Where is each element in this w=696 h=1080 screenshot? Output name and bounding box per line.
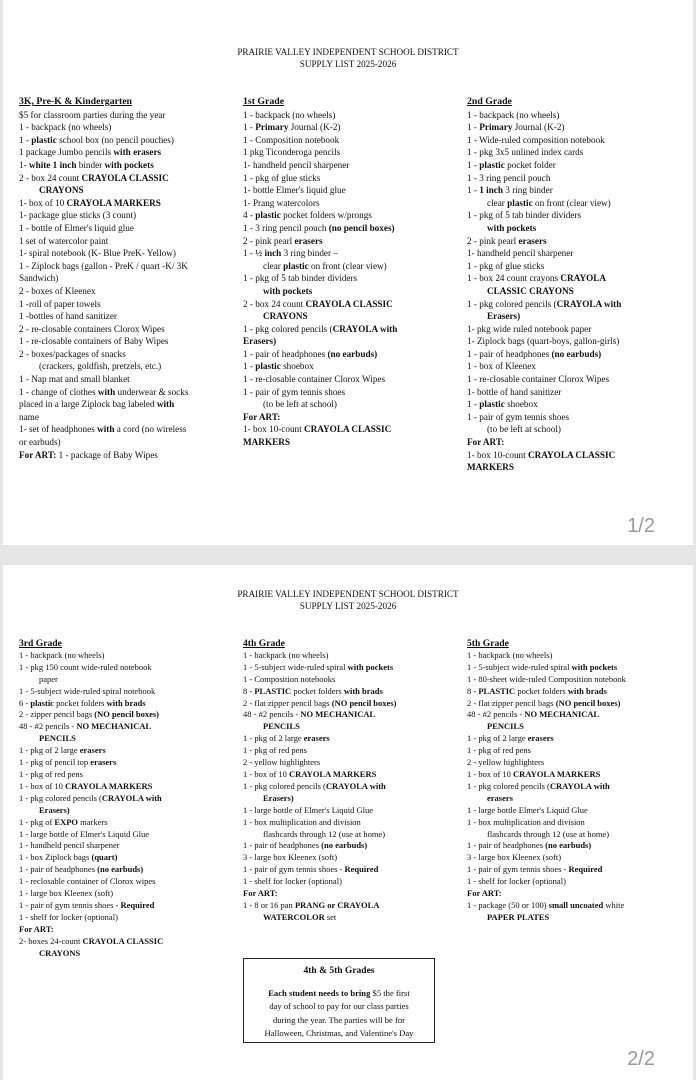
supply-item: 1 - Nap mat and small blanket <box>19 374 130 385</box>
supply-item: 3 - large box Kleenex (soft) <box>467 852 562 863</box>
supply-item: 1 - large bottle of Elmer's Liquid Glue <box>19 828 150 839</box>
supply-item: CRAYONS <box>263 311 308 322</box>
page-number: 1/2 <box>627 515 655 537</box>
supply-item: 1 - backpack (no wheels) <box>467 109 560 120</box>
supply-item: paper <box>39 673 58 684</box>
supply-item: 1 - pair of headphones (no earbuds) <box>467 348 602 359</box>
supply-item: 2 - re-closable containers Clorox Wipes <box>19 323 165 334</box>
supply-item: WATERCOLOR set <box>263 911 337 922</box>
supply-item: 1 - pkg 150 count wide-ruled notebook <box>19 661 152 672</box>
supply-item: with pockets <box>487 222 537 233</box>
notice-line: Halloween, Christmas, and Valentine's Day <box>264 1027 414 1038</box>
supply-item: 1- box 10-count CRAYOLA CLASSIC <box>243 424 392 435</box>
column-3rd-grade <box>19 638 237 959</box>
supply-item: 1- bottle Elmer's liquid glue <box>243 185 346 196</box>
supply-item: 1- handheld pencil sharpener <box>243 159 350 170</box>
supply-item: PENCILS <box>263 721 300 732</box>
supply-item: 1 - pkg of 2 large erasers <box>243 733 330 744</box>
supply-item: 1 - 5-subject wide-ruled spiral with pockets <box>467 661 618 672</box>
supply-item: 1 - box of 10 CRAYOLA MARKERS <box>243 768 377 779</box>
notice-box <box>243 958 435 1043</box>
supply-item: 1 - pkg of 5 tab binder dividers <box>467 210 582 221</box>
supply-list-title: SUPPLY LIST 2025-2026 <box>299 59 397 69</box>
supply-item: 2 - box 24 count CRAYOLA CLASSIC <box>243 298 393 309</box>
supply-item: 1 - pkg 3x5 unlined index cards <box>467 147 584 158</box>
supply-list-title: SUPPLY LIST 2025-2026 <box>299 601 397 611</box>
supply-item: 1 - 5-subject wide-ruled spiral notebook <box>19 685 156 696</box>
supply-item: 2 - boxes of Kleenex <box>19 285 96 296</box>
supply-item: 1- package glue sticks (3 count) <box>19 210 137 221</box>
supply-item: 1 - pair of gym tennis shoes <box>467 411 570 422</box>
supply-item: 1 - pair of headphones (no earbuds) <box>19 864 144 875</box>
supply-item: 1 - shelf for locker (optional) <box>243 876 342 887</box>
supply-item: 8 - PLASTIC pocket folders with brads <box>243 685 383 696</box>
supply-item: (crackers, goldfish, pretzels, etc.) <box>39 361 162 372</box>
supply-item: 1 - 3 ring pencil pouch <box>467 172 551 183</box>
document-page-2 <box>3 565 693 1080</box>
supply-item: MARKERS <box>243 437 290 448</box>
supply-item: PENCILS <box>487 721 524 732</box>
supply-item: Erasers) <box>487 311 521 322</box>
supply-item: Erasers) <box>243 336 277 347</box>
notice-line: day of school to pay for our class parties <box>269 1001 409 1012</box>
supply-item: 1 - 8 or 16 pan PRANG or CRAYOLA <box>243 899 380 910</box>
column-heading: 1st Grade <box>243 96 285 107</box>
column-heading: 2nd Grade <box>467 96 512 107</box>
supply-item: 1 - pkg colored pencils (CRAYOLA with <box>467 780 610 791</box>
supply-item: 1 - large bottle of Elmer's Liquid Glue <box>243 804 374 815</box>
supply-item: 1- Prang watercolors <box>243 197 320 208</box>
supply-item: 2 - flat zipper pencil bags (NO pencil boxes) <box>467 697 621 708</box>
supply-item: (to be left at school) <box>263 399 337 410</box>
supply-item: 1 - pair of gym tennis shoes - Required <box>243 864 379 875</box>
supply-item: MARKERS <box>467 462 514 473</box>
supply-item: CLASSIC CRAYONS <box>487 285 574 296</box>
supply-item: 1 - 1 inch 3 ring binder <box>467 185 553 196</box>
supply-item: 1 -bottles of hand sanitizer <box>19 311 117 322</box>
supply-item: 2 - pink pearl erasers <box>467 235 547 246</box>
column-heading: 4th Grade <box>243 638 285 649</box>
column-1st-grade <box>243 96 461 449</box>
supply-item: clear plastic on front (clear view) <box>487 197 611 208</box>
supply-item: 1- white 1 inch binder with pockets <box>19 159 154 170</box>
supply-item: 1- box 10-count CRAYOLA CLASSIC <box>467 449 616 460</box>
supply-item: 1 - box of 10 CRAYOLA MARKERS <box>19 780 153 791</box>
supply-item: 1- Ziplock bags (quart-boys, gallon-girls) <box>467 336 620 347</box>
supply-item: 1 - pair of headphones (no earbuds) <box>243 348 378 359</box>
supply-item: 2 - yellow highlighters <box>467 757 545 768</box>
supply-item: with pockets <box>263 285 313 296</box>
supply-item: 1 - Wide-ruled composition notebook <box>467 134 605 145</box>
supply-item: 1 - 5-subject wide-ruled spiral with pockets <box>243 661 394 672</box>
column-4th-grade <box>243 638 461 924</box>
supply-item: 1 - backpack (no wheels) <box>19 649 105 660</box>
supply-item: 1 - pkg colored pencils (CRAYOLA with <box>19 792 162 803</box>
supply-item: 1 - pkg of EXPO markers <box>19 816 108 827</box>
supply-item: 1 - shelf for locker (optional) <box>19 911 118 922</box>
supply-item: 1 - plastic pocket folder <box>467 159 556 170</box>
supply-item: 1 - Primary Journal (K-2) <box>467 122 565 133</box>
supply-item: 1 - re-closable container Clorox Wipes <box>243 374 386 385</box>
supply-item: or earbuds) <box>19 437 61 448</box>
supply-item: (to be left at school) <box>487 424 561 435</box>
column-heading: 3rd Grade <box>19 638 62 649</box>
supply-item: 1 - pkg of 2 large erasers <box>467 733 554 744</box>
supply-item: 1- handheld pencil sharpener <box>467 248 574 259</box>
supply-item: 1 - plastic shoebox <box>467 399 538 410</box>
supply-item: erasers <box>487 792 513 803</box>
supply-item: 1 - backpack (no wheels) <box>467 649 553 660</box>
notice-title: 4th & 5th Grades <box>303 966 375 976</box>
supply-item: 1 - re-closable containers of Baby Wipes <box>19 336 169 347</box>
supply-item: 1 - box Ziplock bags (quart) <box>19 852 118 863</box>
supply-item: 1 - pair of headphones (no earbuds) <box>467 840 592 851</box>
supply-item: For ART: <box>467 437 505 448</box>
column-heading: 3K, Pre-K & Kindergarten <box>19 96 133 107</box>
supply-item: 1 - backpack (no wheels) <box>243 649 329 660</box>
column-3k-prek-kindergarten <box>19 96 237 461</box>
supply-item: 1 - shelf for locker (optional) <box>467 876 566 887</box>
supply-item: 48 - #2 pencils - NO MECHANICAL <box>19 721 152 732</box>
supply-item: 1 - box of Kleenex <box>467 361 536 372</box>
supply-item: 2 - yellow highlighters <box>243 757 321 768</box>
supply-item: 2 - pink pearl erasers <box>243 235 323 246</box>
supply-item: 1 - plastic school box (no pencil pouches) <box>19 134 174 145</box>
supply-item: CRAYONS <box>39 185 84 196</box>
column-5th-grade <box>467 638 685 924</box>
supply-item: 1 - pkg colored pencils (CRAYOLA with <box>243 323 398 334</box>
supply-item: 1 - handheld pencil sharpener <box>19 840 120 851</box>
supply-item: 1 - box 24 count crayons CRAYOLA <box>467 273 606 284</box>
supply-item: 1 - pkg of red pens <box>19 768 83 779</box>
supply-item: 1 pkg Ticonderoga pencils <box>243 147 341 158</box>
supply-item: 1 - box multiplication and division <box>467 816 585 827</box>
column-2nd-grade <box>467 96 685 474</box>
supply-item: 1 - pkg of red pens <box>243 745 307 756</box>
supply-item: 1 - package (50 or 100) small uncoated white <box>467 899 625 910</box>
supply-item: 1 - plastic shoebox <box>243 361 314 372</box>
supply-item: 48 - #2 pencils - NO MECHANICAL <box>243 709 376 720</box>
supply-item: For ART: <box>243 411 281 422</box>
supply-item: 1 - box of 10 CRAYOLA MARKERS <box>467 768 601 779</box>
supply-item: 4 - plastic pocket folders w/prongs <box>243 210 372 221</box>
supply-item: 1 - Composition notebooks <box>243 673 336 684</box>
document-header <box>3 46 693 70</box>
supply-item: CRAYONS <box>39 947 81 958</box>
supply-item: flashcards through 12 (use at home) <box>487 828 610 839</box>
supply-item: 1 - pkg of 5 tab binder dividers <box>243 273 358 284</box>
supply-item: 1 - ½ inch 3 ring binder – <box>243 248 338 259</box>
supply-item: 1- pkg wide ruled notebook paper <box>467 323 592 334</box>
supply-item: placed in a large Ziplock bag labeled with <box>19 399 175 410</box>
supply-item: For ART: <box>243 888 278 899</box>
document-page-1 <box>3 0 693 545</box>
supply-item: 48 - #2 pencils - NO MECHANICAL <box>467 709 600 720</box>
supply-item: 1 - large bottle Elmer's Liquid Glue <box>467 804 588 815</box>
supply-item: 1 set of watercolor paint <box>19 235 109 246</box>
supply-item: 1 - backpack (no wheels) <box>243 109 336 120</box>
supply-item: 1- spiral notebook (K- Blue PreK- Yellow) <box>19 248 176 259</box>
supply-item: For ART: 1 - package of Baby Wipes <box>19 449 158 460</box>
supply-item: 1 - pkg of 2 large erasers <box>19 745 106 756</box>
supply-item: 1 - box multiplication and division <box>243 816 361 827</box>
supply-item: 1- set of headphones with a cord (no wireless <box>19 424 187 435</box>
supply-item: For ART: <box>467 888 502 899</box>
supply-item: 1 - pair of gym tennis shoes <box>243 386 346 397</box>
column-heading: 5th Grade <box>467 638 509 649</box>
notice-line: during the year. The parties will be for <box>272 1014 406 1025</box>
supply-item: PENCILS <box>39 733 76 744</box>
supply-item: Erasers) <box>39 804 70 815</box>
notice-body <box>247 987 431 1040</box>
supply-item: 1 - pair of gym tennis shoes - Required <box>19 899 155 910</box>
supply-item: 1 - pkg of red pens <box>467 745 531 756</box>
supply-item: 1 - bottle of Elmer's liquid glue <box>19 222 134 233</box>
supply-item: 1 - pkg of glue sticks <box>467 260 545 271</box>
supply-item: 1 - re-closable container Clorox Wipes <box>467 374 610 385</box>
supply-item: 1 - reclosable container of Clorox wipes <box>19 876 156 887</box>
supply-item: flashcards through 12 (use at home) <box>263 828 386 839</box>
supply-item: 1 package Jumbo pencils with erasers <box>19 147 162 158</box>
supply-item: 2- boxes 24-count CRAYOLA CLASSIC <box>19 935 164 946</box>
supply-item: $5 for classroom parties during the year <box>19 109 166 120</box>
supply-item: 8 - PLASTIC pocket folders with brads <box>467 685 607 696</box>
supply-item: 1 - backpack (no wheels) <box>19 122 112 133</box>
supply-item: 2 - boxes/packages of snacks <box>19 348 126 359</box>
supply-item: 1- box of 10 CRAYOLA MARKERS <box>19 197 161 208</box>
supply-item: 6 - plastic pocket folders with brads <box>19 697 146 708</box>
supply-item: 1 - pair of headphones (no earbuds) <box>243 840 368 851</box>
district-name: PRAIRIE VALLEY INDEPENDENT SCHOOL DISTRICT <box>237 47 459 57</box>
supply-item: For ART: <box>19 923 54 934</box>
supply-item: 1 - pkg of glue sticks <box>243 172 321 183</box>
supply-item: 2 - zipper pencil bags (NO pencil boxes) <box>19 709 159 720</box>
supply-item: 1 - large box Kleenex (soft) <box>19 888 114 899</box>
supply-item: Erasers) <box>263 792 294 803</box>
supply-item: 1 -roll of paper towels <box>19 298 101 309</box>
document-header <box>3 588 693 612</box>
notice-line: Each student needs to bring $5 the first <box>268 988 410 999</box>
supply-item: PAPER PLATES <box>487 911 550 922</box>
supply-item: clear plastic on front (clear view) <box>263 260 387 271</box>
supply-item: 1 - pair of gym tennis shoes - Required <box>467 864 603 875</box>
supply-item: 3 - large box Kleenex (soft) <box>243 852 338 863</box>
page-number: 2/2 <box>627 1048 655 1070</box>
supply-item: 2 - box 24 count CRAYOLA CLASSIC <box>19 172 169 183</box>
supply-item: 1 - Primary Journal (K-2) <box>243 122 341 133</box>
supply-item: 1 - 3 ring pencil pouch (no pencil boxes) <box>243 222 395 233</box>
supply-item: 1- bottle of hand sanitizer <box>467 386 562 397</box>
supply-item: 1 - 80-sheet wide-ruled Composition notebook <box>467 673 626 684</box>
supply-item: 2 - flat zipper pencil bags (NO pencil boxes) <box>243 697 397 708</box>
supply-item: 1 - pkg colored pencils (CRAYOLA with <box>243 780 386 791</box>
supply-item: 1 - pkg of pencil top erasers <box>19 757 117 768</box>
district-name: PRAIRIE VALLEY INDEPENDENT SCHOOL DISTRICT <box>237 589 459 599</box>
supply-item: 1 - change of clothes with underwear & socks <box>19 386 189 397</box>
supply-item: 1 - Ziplock bags (gallon - PreK / quart -K/ 3K <box>19 260 188 271</box>
supply-item: 1 - pkg colored pencils (CRAYOLA with <box>467 298 622 309</box>
supply-item: name <box>19 411 39 422</box>
supply-item: 1 - Composition notebook <box>243 134 340 145</box>
supply-item: Sandwich) <box>19 273 59 284</box>
